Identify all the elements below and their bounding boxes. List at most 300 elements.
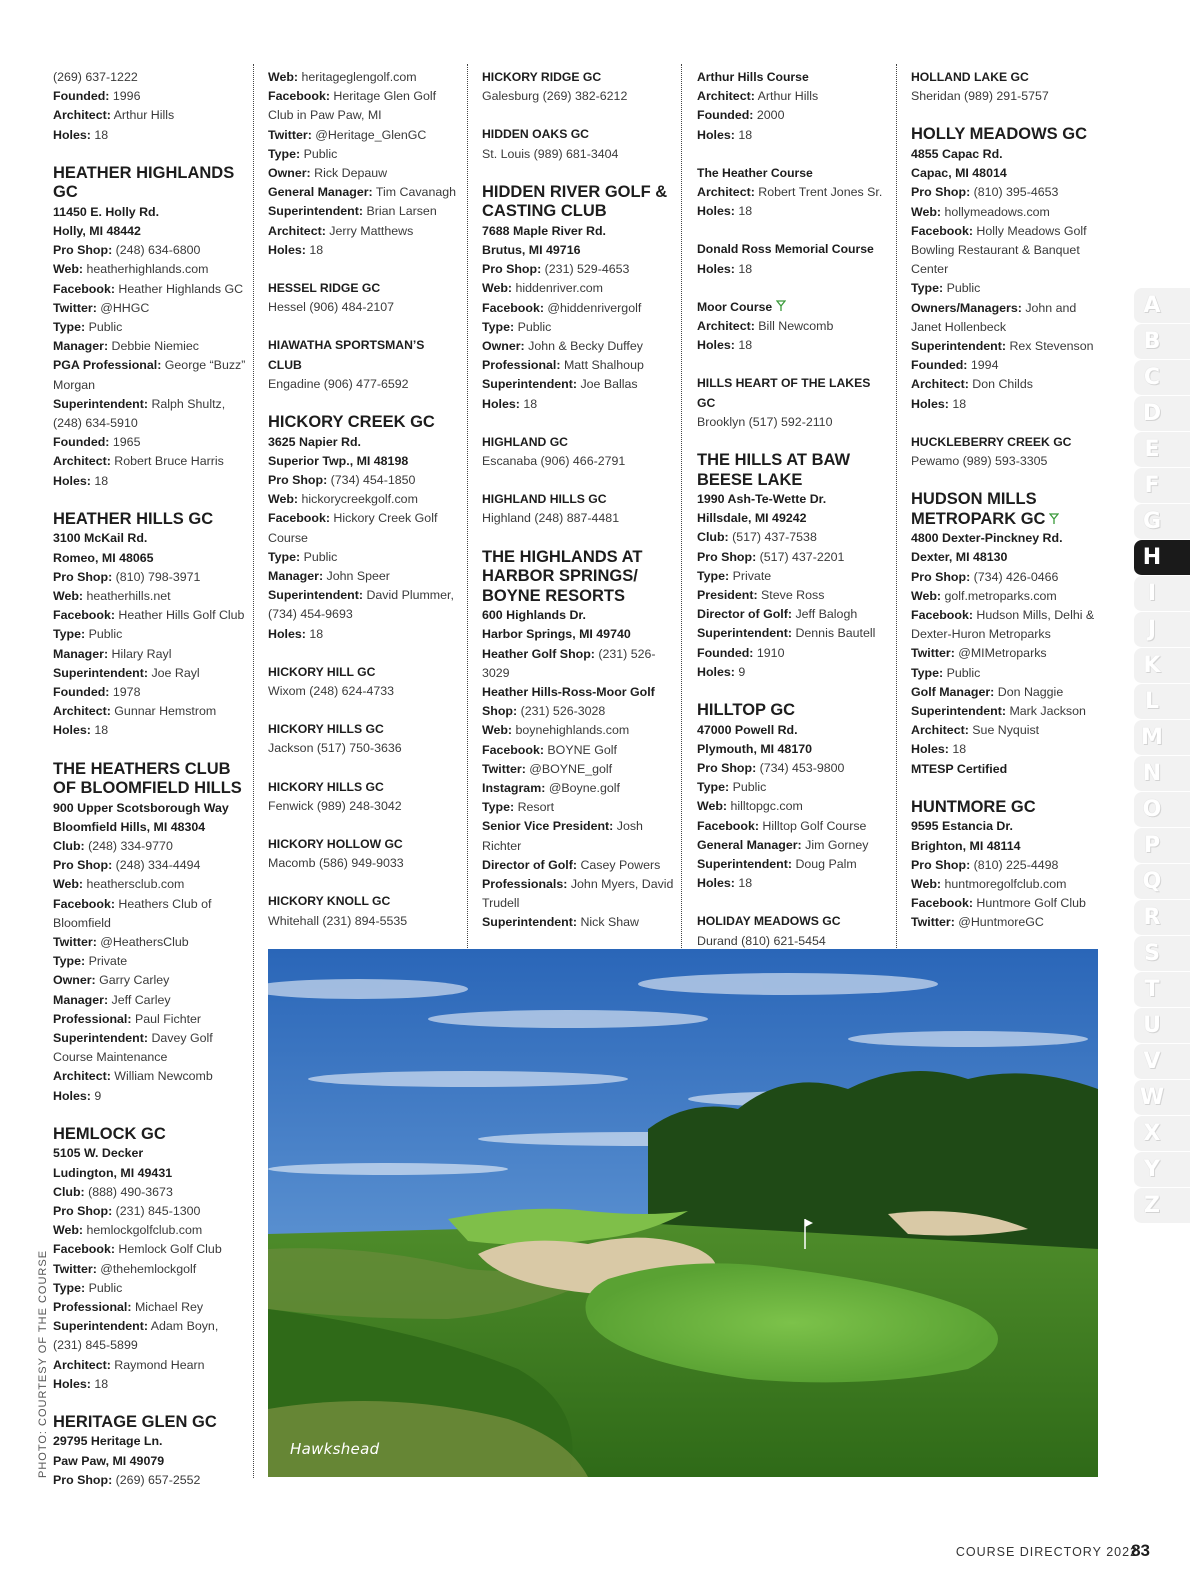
info-value: David Plummer, (734) 454-9693 — [268, 588, 454, 622]
info-row — [53, 568, 246, 587]
info-row — [482, 817, 675, 855]
info-label: Architect: — [911, 377, 969, 392]
info-label: Web: — [268, 492, 299, 507]
info-label: President: — [697, 588, 758, 603]
info-row — [53, 1375, 246, 1394]
info-value: Public — [303, 549, 338, 564]
course-entry — [482, 125, 675, 163]
info-row — [911, 913, 1104, 932]
info-label: Founded: — [53, 435, 110, 450]
course-location-phone: Durand (810) 621-5454 — [697, 933, 826, 948]
info-label: Twitter: — [911, 646, 955, 661]
info-value: golf.metroparks.com — [944, 588, 1057, 603]
course-entry — [482, 490, 675, 528]
course-location-phone: Hessel (906) 484-2107 — [268, 300, 395, 315]
course-name-text: HICKORY KNOLL GC — [268, 894, 391, 909]
info-row — [53, 856, 246, 875]
letter-tab[interactable] — [1134, 864, 1190, 900]
course-name — [697, 374, 890, 412]
course-entry — [268, 68, 461, 260]
letter-tab[interactable] — [1134, 1116, 1190, 1152]
info-label: Professional: — [53, 1299, 132, 1314]
info-value: Michael Rey — [134, 1299, 204, 1314]
course-name — [911, 125, 1104, 145]
info-row — [697, 663, 890, 682]
info-row — [53, 895, 246, 933]
info-value: (888) 490-3673 — [88, 1184, 173, 1199]
info-value: (810) 798-3971 — [115, 569, 201, 584]
letter-tab[interactable] — [1134, 828, 1190, 864]
info-label: Superintendent: — [53, 396, 148, 411]
letter-tab[interactable] — [1134, 1152, 1190, 1188]
column-divider — [681, 64, 682, 948]
course-photo — [268, 949, 1098, 1477]
letter-tab[interactable] — [1134, 900, 1190, 936]
info-row — [697, 106, 890, 125]
info-value: BOYNE Golf — [547, 742, 617, 757]
info-label: Superintendent: — [697, 857, 792, 871]
info-value: @MIMetroparks — [958, 646, 1047, 661]
course-name — [53, 1413, 246, 1433]
info-value: 18 — [738, 261, 753, 276]
info-value: 1996 — [112, 89, 141, 104]
info-value: Resort — [517, 800, 555, 815]
info-row — [911, 702, 1104, 721]
course-address: Brighton, MI 48114 — [911, 838, 1021, 853]
course-name-text: HICKORY CREEK GC — [268, 413, 435, 432]
info-row — [53, 280, 246, 299]
letter-tab[interactable] — [1134, 504, 1190, 540]
letter-tab[interactable] — [1134, 756, 1190, 792]
info-label: Superintendent: — [53, 1319, 148, 1334]
course-address: Plymouth, MI 48170 — [697, 741, 812, 756]
course-location-phone: Engadine (906) 477-6592 — [268, 376, 409, 391]
info-row — [697, 817, 890, 836]
info-row — [482, 645, 675, 683]
course-name-text: HEMLOCK GC — [53, 1124, 166, 1143]
course-entry — [697, 298, 890, 356]
info-label: Web: — [482, 281, 513, 296]
course-name — [911, 490, 1104, 529]
info-row — [53, 664, 246, 683]
info-value: Doug Palm — [795, 857, 857, 871]
info-row — [53, 1067, 246, 1086]
info-label: Architect: — [53, 1069, 111, 1084]
course-address: Harbor Springs, MI 49740 — [482, 627, 631, 642]
letter-tab-label: Z — [1144, 1193, 1160, 1218]
info-value: Ralph Shultz, (248) 634-5910 — [53, 396, 226, 431]
course-name — [53, 164, 246, 203]
info-row — [482, 356, 675, 375]
course-location-phone: Wixom (248) 624-4733 — [268, 683, 395, 698]
course-address: Holly, MI 48442 — [53, 224, 141, 239]
course-name — [482, 490, 675, 509]
info-value: Jim Gorney — [805, 837, 869, 852]
info-row — [53, 991, 246, 1010]
info-label: Facebook: — [911, 896, 973, 911]
course-address: 29795 Heritage Ln. — [53, 1434, 163, 1449]
course-entry — [482, 433, 675, 471]
course-name-text: HILLTOP GC — [697, 701, 796, 720]
info-value: Public — [88, 1280, 123, 1295]
course-name-text: HICKORY HOLLOW GC — [268, 837, 403, 851]
letter-tab-label: M — [1141, 725, 1163, 750]
info-label: Professional: — [53, 1011, 132, 1026]
course-name — [911, 433, 1104, 452]
info-label: Architect: — [697, 89, 755, 104]
info-label: Facebook: — [911, 223, 973, 238]
course-entry — [911, 125, 1104, 413]
info-row — [53, 1010, 246, 1029]
course-entry — [482, 548, 675, 933]
course-name — [53, 510, 246, 530]
course-note: MTESP Certified — [911, 761, 1008, 776]
info-row — [53, 837, 246, 856]
info-label: Director of Golf: — [697, 607, 792, 622]
info-label: Pro Shop: — [53, 1472, 113, 1487]
info-row — [482, 395, 675, 414]
course-entry — [697, 164, 890, 222]
info-value: (517) 437-2201 — [759, 549, 845, 564]
directory-column-4 — [697, 68, 890, 970]
info-value: (248) 634-6800 — [115, 243, 201, 258]
info-value: Heather Hills Golf Club — [118, 608, 245, 623]
info-label: Type: — [53, 954, 86, 969]
info-label: Superintendent: — [482, 377, 577, 392]
course-address: 7688 Maple River Rd. — [482, 223, 606, 238]
info-row — [482, 779, 675, 798]
letter-tab-label: R — [1143, 905, 1161, 930]
course-name-text: HIDDEN RIVER GOLF & CASTING CLUB — [482, 182, 668, 221]
letter-tab[interactable] — [1134, 540, 1190, 576]
course-address: 3625 Napier Rd. — [268, 434, 361, 449]
info-label: Superintendent: — [911, 338, 1006, 353]
info-value: @Heritage_GlenGC — [315, 127, 427, 142]
course-location-phone: Highland (248) 887-4481 — [482, 511, 620, 526]
info-value: Mark Jackson — [1009, 703, 1086, 718]
info-row — [697, 759, 890, 778]
info-value: Brian Larsen — [366, 204, 437, 219]
info-value: Private — [88, 954, 128, 969]
letter-tab[interactable] — [1134, 396, 1190, 432]
info-value: Rex Stevenson — [1009, 338, 1094, 353]
course-address: Bloomfield Hills, MI 48304 — [53, 819, 206, 834]
info-row — [53, 126, 246, 145]
course-name — [268, 413, 461, 433]
info-row — [53, 395, 246, 433]
info-row — [53, 1279, 246, 1298]
directory-column-2 — [268, 68, 461, 950]
letter-tab[interactable] — [1134, 288, 1190, 324]
letter-tab-label: B — [1143, 329, 1161, 354]
course-address: 600 Highlands Dr. — [482, 608, 586, 623]
info-row — [482, 337, 675, 356]
info-value: 18 — [952, 742, 967, 757]
info-label: Type: — [53, 320, 86, 335]
letter-tab-label: F — [1144, 473, 1160, 498]
info-label: Superintendent: — [697, 626, 792, 641]
info-row — [482, 798, 675, 817]
sub-course-name — [697, 298, 890, 317]
letter-tab[interactable] — [1134, 360, 1190, 396]
info-label: Type: — [53, 1280, 86, 1295]
letter-tab[interactable] — [1134, 792, 1190, 828]
letter-tab[interactable] — [1134, 648, 1190, 684]
info-label: Club: — [53, 1184, 85, 1199]
course-location-phone: Galesburg (269) 382-6212 — [482, 89, 628, 104]
info-value: Garry Carley — [99, 973, 170, 988]
eco-flag-icon — [1049, 513, 1059, 525]
info-label: Web: — [911, 876, 942, 891]
info-label: Holes: — [268, 242, 306, 257]
course-entry — [53, 760, 246, 1106]
info-row — [53, 933, 246, 952]
info-row — [268, 548, 461, 567]
info-label: Founded: — [53, 684, 110, 699]
info-label: Web: — [482, 723, 513, 738]
letter-tab-label: J — [1147, 617, 1157, 642]
info-label: Club: — [697, 530, 729, 545]
info-value: Jerry Matthews — [329, 223, 414, 238]
info-label: General Manager: — [268, 185, 373, 200]
letter-tab[interactable] — [1134, 612, 1190, 648]
info-label: Holes: — [697, 338, 735, 353]
info-label: Type: — [268, 549, 301, 564]
info-label: Holes: — [911, 396, 949, 411]
info-value: Hilary Rayl — [111, 646, 172, 661]
letter-tab[interactable] — [1134, 684, 1190, 720]
info-row — [482, 741, 675, 760]
info-value: Raymond Hearn — [114, 1357, 205, 1372]
info-row — [697, 624, 890, 643]
info-label: Type: — [482, 319, 515, 334]
info-row — [911, 395, 1104, 414]
course-name-text: HUDSON MILLS METROPARK GC — [911, 490, 1046, 528]
info-label: Facebook: — [268, 511, 330, 526]
info-label: Founded: — [53, 89, 110, 104]
info-label: Pro Shop: — [697, 760, 757, 775]
course-name — [911, 798, 1104, 818]
info-value: heathersclub.com — [86, 877, 185, 892]
info-value: @HeathersClub — [100, 935, 189, 950]
info-value: Jeff Balogh — [795, 607, 858, 622]
info-row — [697, 87, 890, 106]
letter-tab[interactable] — [1134, 720, 1190, 756]
letter-tab-label: O — [1142, 797, 1162, 822]
info-row — [268, 509, 461, 547]
info-label: Superintendent: — [53, 1031, 148, 1046]
info-value: John and Janet Hollenbeck — [911, 300, 1077, 334]
course-entry — [268, 720, 461, 758]
info-row — [697, 586, 890, 605]
letter-tab[interactable] — [1134, 432, 1190, 468]
letter-tab-label: L — [1144, 689, 1160, 714]
letter-tab[interactable] — [1134, 324, 1190, 360]
info-row — [697, 317, 890, 336]
info-row — [911, 279, 1104, 298]
info-value: huntmoregolfclub.com — [944, 876, 1067, 891]
info-row — [53, 1260, 246, 1279]
info-row — [697, 126, 890, 145]
course-name-text: HUCKLEBERRY CREEK GC — [911, 434, 1072, 449]
info-row — [697, 874, 890, 893]
course-address: Brutus, MI 49716 — [482, 243, 581, 258]
sub-course-name — [697, 68, 890, 87]
info-label: Twitter: — [268, 127, 312, 142]
course-entry — [697, 240, 890, 278]
course-address: 9595 Estancia Dr. — [911, 819, 1013, 834]
info-value: hickorycreekgolf.com — [301, 492, 418, 507]
info-row — [53, 587, 246, 606]
info-label: Web: — [53, 262, 84, 277]
letter-tab-label: I — [1147, 581, 1157, 606]
info-value: Davey Golf Course Maintenance — [53, 1031, 213, 1065]
course-name-text: HIGHLAND GC — [482, 434, 568, 449]
letter-tab[interactable] — [1134, 1188, 1190, 1224]
course-address: 11450 E. Holly Rd. — [53, 204, 160, 219]
info-label: General Manager: — [697, 837, 802, 852]
info-label: Twitter: — [482, 761, 526, 776]
info-value: Hickory Creek Golf Course — [268, 511, 438, 545]
info-label: Web: — [268, 70, 299, 84]
course-name-text: HOLIDAY MEADOWS GC — [697, 914, 841, 929]
info-row — [911, 587, 1104, 606]
info-value: 18 — [94, 1376, 109, 1391]
info-label: Superintendent: — [482, 915, 577, 930]
info-label: Holes: — [53, 127, 91, 142]
info-row — [482, 683, 675, 721]
info-value: 9 — [94, 1088, 102, 1103]
course-address: 4800 Dexter-Pinckney Rd. — [911, 531, 1063, 546]
info-row — [911, 683, 1104, 702]
info-label: Pro Shop: — [911, 857, 971, 872]
course-entry — [268, 413, 461, 644]
info-value: 1978 — [112, 684, 141, 699]
letter-tab[interactable] — [1134, 1044, 1190, 1080]
info-row — [268, 145, 461, 164]
info-value: Matt Shalhoup — [563, 358, 644, 373]
sub-course-name-text: Moor Course — [697, 299, 773, 314]
letter-tab[interactable] — [1134, 468, 1190, 504]
letter-tab-label: S — [1144, 941, 1160, 966]
course-name-text: HESSEL RIDGE GC — [268, 281, 381, 296]
info-row — [697, 183, 890, 202]
course-name — [482, 183, 675, 222]
info-value: 18 — [523, 396, 538, 411]
info-value: @hiddenrivergolf — [547, 300, 642, 315]
info-row — [53, 1356, 246, 1375]
info-value: hemlockgolfclub.com — [86, 1223, 203, 1238]
info-label: Pro Shop: — [53, 243, 113, 258]
info-label: Club: — [53, 839, 85, 853]
course-name-text: HILLS HEART OF THE LAKES GC — [697, 376, 871, 410]
course-entry — [697, 701, 890, 893]
letter-tab[interactable] — [1134, 972, 1190, 1008]
info-value: heritageglengolf.com — [301, 70, 417, 84]
info-value: 18 — [94, 127, 109, 142]
info-label: Architect: — [53, 704, 111, 719]
course-name-text: HICKORY RIDGE GC — [482, 70, 602, 84]
course-name-text: THE HEATHERS CLUB OF BLOOMFIELD HILLS — [53, 759, 242, 798]
info-value: (248) 334-9770 — [88, 839, 173, 853]
course-name — [268, 892, 461, 911]
course-entry — [911, 433, 1104, 471]
info-value: Rick Depauw — [314, 166, 388, 181]
letter-tab[interactable] — [1134, 936, 1190, 972]
alphabet-tabs — [1134, 288, 1190, 1224]
course-entry — [268, 835, 461, 873]
info-label: Holes: — [697, 204, 735, 219]
info-row — [697, 797, 890, 816]
course-entry — [53, 510, 246, 741]
info-row — [53, 702, 246, 721]
info-row — [53, 683, 246, 702]
info-value: heatherhighlands.com — [86, 262, 209, 277]
info-value: hiddenriver.com — [515, 281, 603, 296]
info-row — [482, 318, 675, 337]
info-value: Debbie Niemiec — [111, 339, 200, 354]
letter-tab[interactable] — [1134, 576, 1190, 612]
info-label: Manager: — [268, 568, 324, 583]
info-label: Architect: — [53, 454, 111, 469]
course-location-phone: Brooklyn (517) 592-2110 — [697, 414, 833, 429]
course-name-text: HOLLY MEADOWS GC — [911, 125, 1088, 144]
info-row — [53, 318, 246, 337]
info-value: Holly Meadows Golf Bowling Restaurant & Banquet Center — [911, 223, 1087, 277]
course-address: Paw Paw, MI 49079 — [53, 1453, 165, 1468]
course-entry — [268, 336, 461, 394]
course-address: Dexter, MI 48130 — [911, 550, 1008, 565]
letter-tab[interactable] — [1134, 1008, 1190, 1044]
info-value: Joe Rayl — [151, 665, 200, 680]
info-label: Type: — [911, 281, 944, 296]
info-label: Holes: — [53, 1376, 91, 1391]
directory-column-3 — [482, 68, 675, 952]
info-label: Owners/Managers: — [911, 300, 1022, 315]
info-row — [53, 87, 246, 106]
info-label: Pro Shop: — [53, 858, 113, 873]
info-row — [53, 721, 246, 740]
info-label: Owner: — [53, 973, 96, 988]
info-row — [268, 567, 461, 586]
info-value: 9 — [738, 664, 746, 679]
info-row — [911, 606, 1104, 644]
info-label: Architect: — [53, 1357, 111, 1372]
course-address: 5105 W. Decker — [53, 1146, 144, 1161]
sub-course-name-text: Donald Ross Memorial Course — [697, 242, 874, 257]
letter-tab[interactable] — [1134, 1080, 1190, 1116]
info-value: Public — [732, 780, 767, 795]
info-row — [697, 548, 890, 567]
course-address: 1990 Ash-Te-Wette Dr. — [697, 492, 827, 507]
course-address: 3100 McKail Rd. — [53, 531, 148, 546]
info-row — [697, 202, 890, 221]
info-label: Type: — [697, 568, 730, 583]
info-label: Director of Golf: — [482, 857, 577, 872]
info-row — [53, 337, 246, 356]
info-value: (269) 657-2552 — [115, 1472, 201, 1487]
course-name — [482, 433, 675, 452]
info-row — [911, 203, 1104, 222]
course-entry — [482, 68, 675, 106]
letter-tab-label: V — [1143, 1049, 1161, 1074]
photo-credit: PHOTO: COURTESY OF THE COURSE — [37, 1249, 49, 1478]
course-address: 900 Upper Scotsborough Way — [53, 800, 229, 815]
sub-course-name — [697, 240, 890, 259]
info-row — [268, 490, 461, 509]
course-location-phone: Whitehall (231) 894-5535 — [268, 913, 408, 928]
course-name-text: HICKORY HILLS GC — [268, 722, 384, 737]
